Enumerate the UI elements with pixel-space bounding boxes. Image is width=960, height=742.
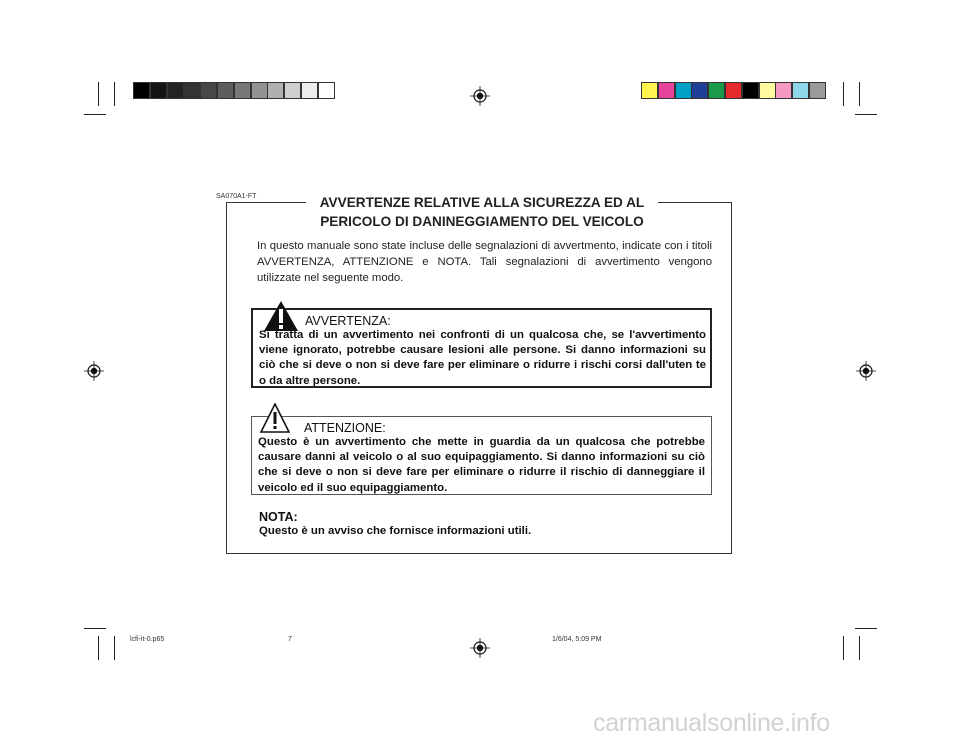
note-text: Questo è un avviso che fornisce informazioni utili.: [259, 525, 532, 537]
footer-file: lcfi-it-0.p65: [130, 636, 165, 643]
color-swatch: [183, 82, 200, 99]
color-swatch: [725, 82, 742, 99]
title-line-1: AVVERTENZE RELATIVE ALLA SICUREZZA ED AL: [319, 195, 645, 210]
warning-heading: AVVERTENZA:: [305, 314, 391, 328]
color-swatch: [708, 82, 725, 99]
title-line-2: PERICOLO DI DANINEGGIAMENTO DEL VEICOLO: [320, 214, 644, 229]
footer-date: 1/6/04, 5:09 PM: [552, 636, 602, 643]
page-title: [306, 193, 658, 231]
note-heading: NOTA:: [259, 510, 298, 524]
caution-box: [251, 416, 712, 495]
caution-triangle-icon: [260, 403, 290, 433]
color-swatch: [658, 82, 675, 99]
caution-heading: ATTENZIONE:: [304, 421, 386, 435]
color-swatch: [234, 82, 251, 99]
color-swatch: [318, 82, 335, 99]
warning-box: [251, 308, 712, 388]
registration-mark-icon: [470, 638, 490, 658]
color-swatch: [301, 82, 318, 99]
color-swatch: [809, 82, 826, 99]
color-swatch: [641, 82, 658, 99]
registration-mark-icon: [856, 361, 876, 381]
warning-text: Si tratta di un avvertimento nei confronti di un qualcosa che, se l'avvertimento viene ignorato, potrebbe causare lesioni alle persone. Si danno informazioni su ciò che si deve o non si deve fare per eliminare o ridurre i rischi corsi dall'uten te o da altre persone.: [259, 329, 706, 387]
registration-mark-icon: [84, 361, 104, 381]
caution-text: Questo è un avvertimento che mette in guardia da un qualcosa che potrebbe causare danni al veicolo o al suo equipaggiamento. Si danno informazioni su ciò che si deve o non si deve fare per eliminare o ridurre il rischio di danneggiare il veicolo ed il suo equipaggiamento.: [258, 436, 705, 494]
color-swatch: [284, 82, 301, 99]
color-swatch: [792, 82, 809, 99]
registration-mark-icon: [470, 86, 490, 106]
color-swatch: [775, 82, 792, 99]
color-swatch: [200, 82, 217, 99]
watermark: carmanualsonline.info: [593, 709, 830, 737]
color-swatch: [167, 82, 184, 99]
color-swatch: [742, 82, 759, 99]
section-code: SA070A1-FT: [216, 193, 257, 200]
color-swatch: [675, 82, 692, 99]
color-swatch: [150, 82, 167, 99]
color-swatch: [691, 82, 708, 99]
color-swatch: [133, 82, 150, 99]
footer-page: 7: [288, 636, 292, 643]
color-swatch: [267, 82, 284, 99]
color-swatch: [217, 82, 234, 99]
color-swatch: [759, 82, 776, 99]
color-swatch: [251, 82, 268, 99]
intro-paragraph: In questo manuale sono state incluse delle segnalazioni di avvertmento, indicate con i titoli AVVERTENZA, ATTENZIONE e NOTA. Tali segnalazioni di avvertimento vengono utilizzate nel seguente modo.: [257, 240, 712, 284]
